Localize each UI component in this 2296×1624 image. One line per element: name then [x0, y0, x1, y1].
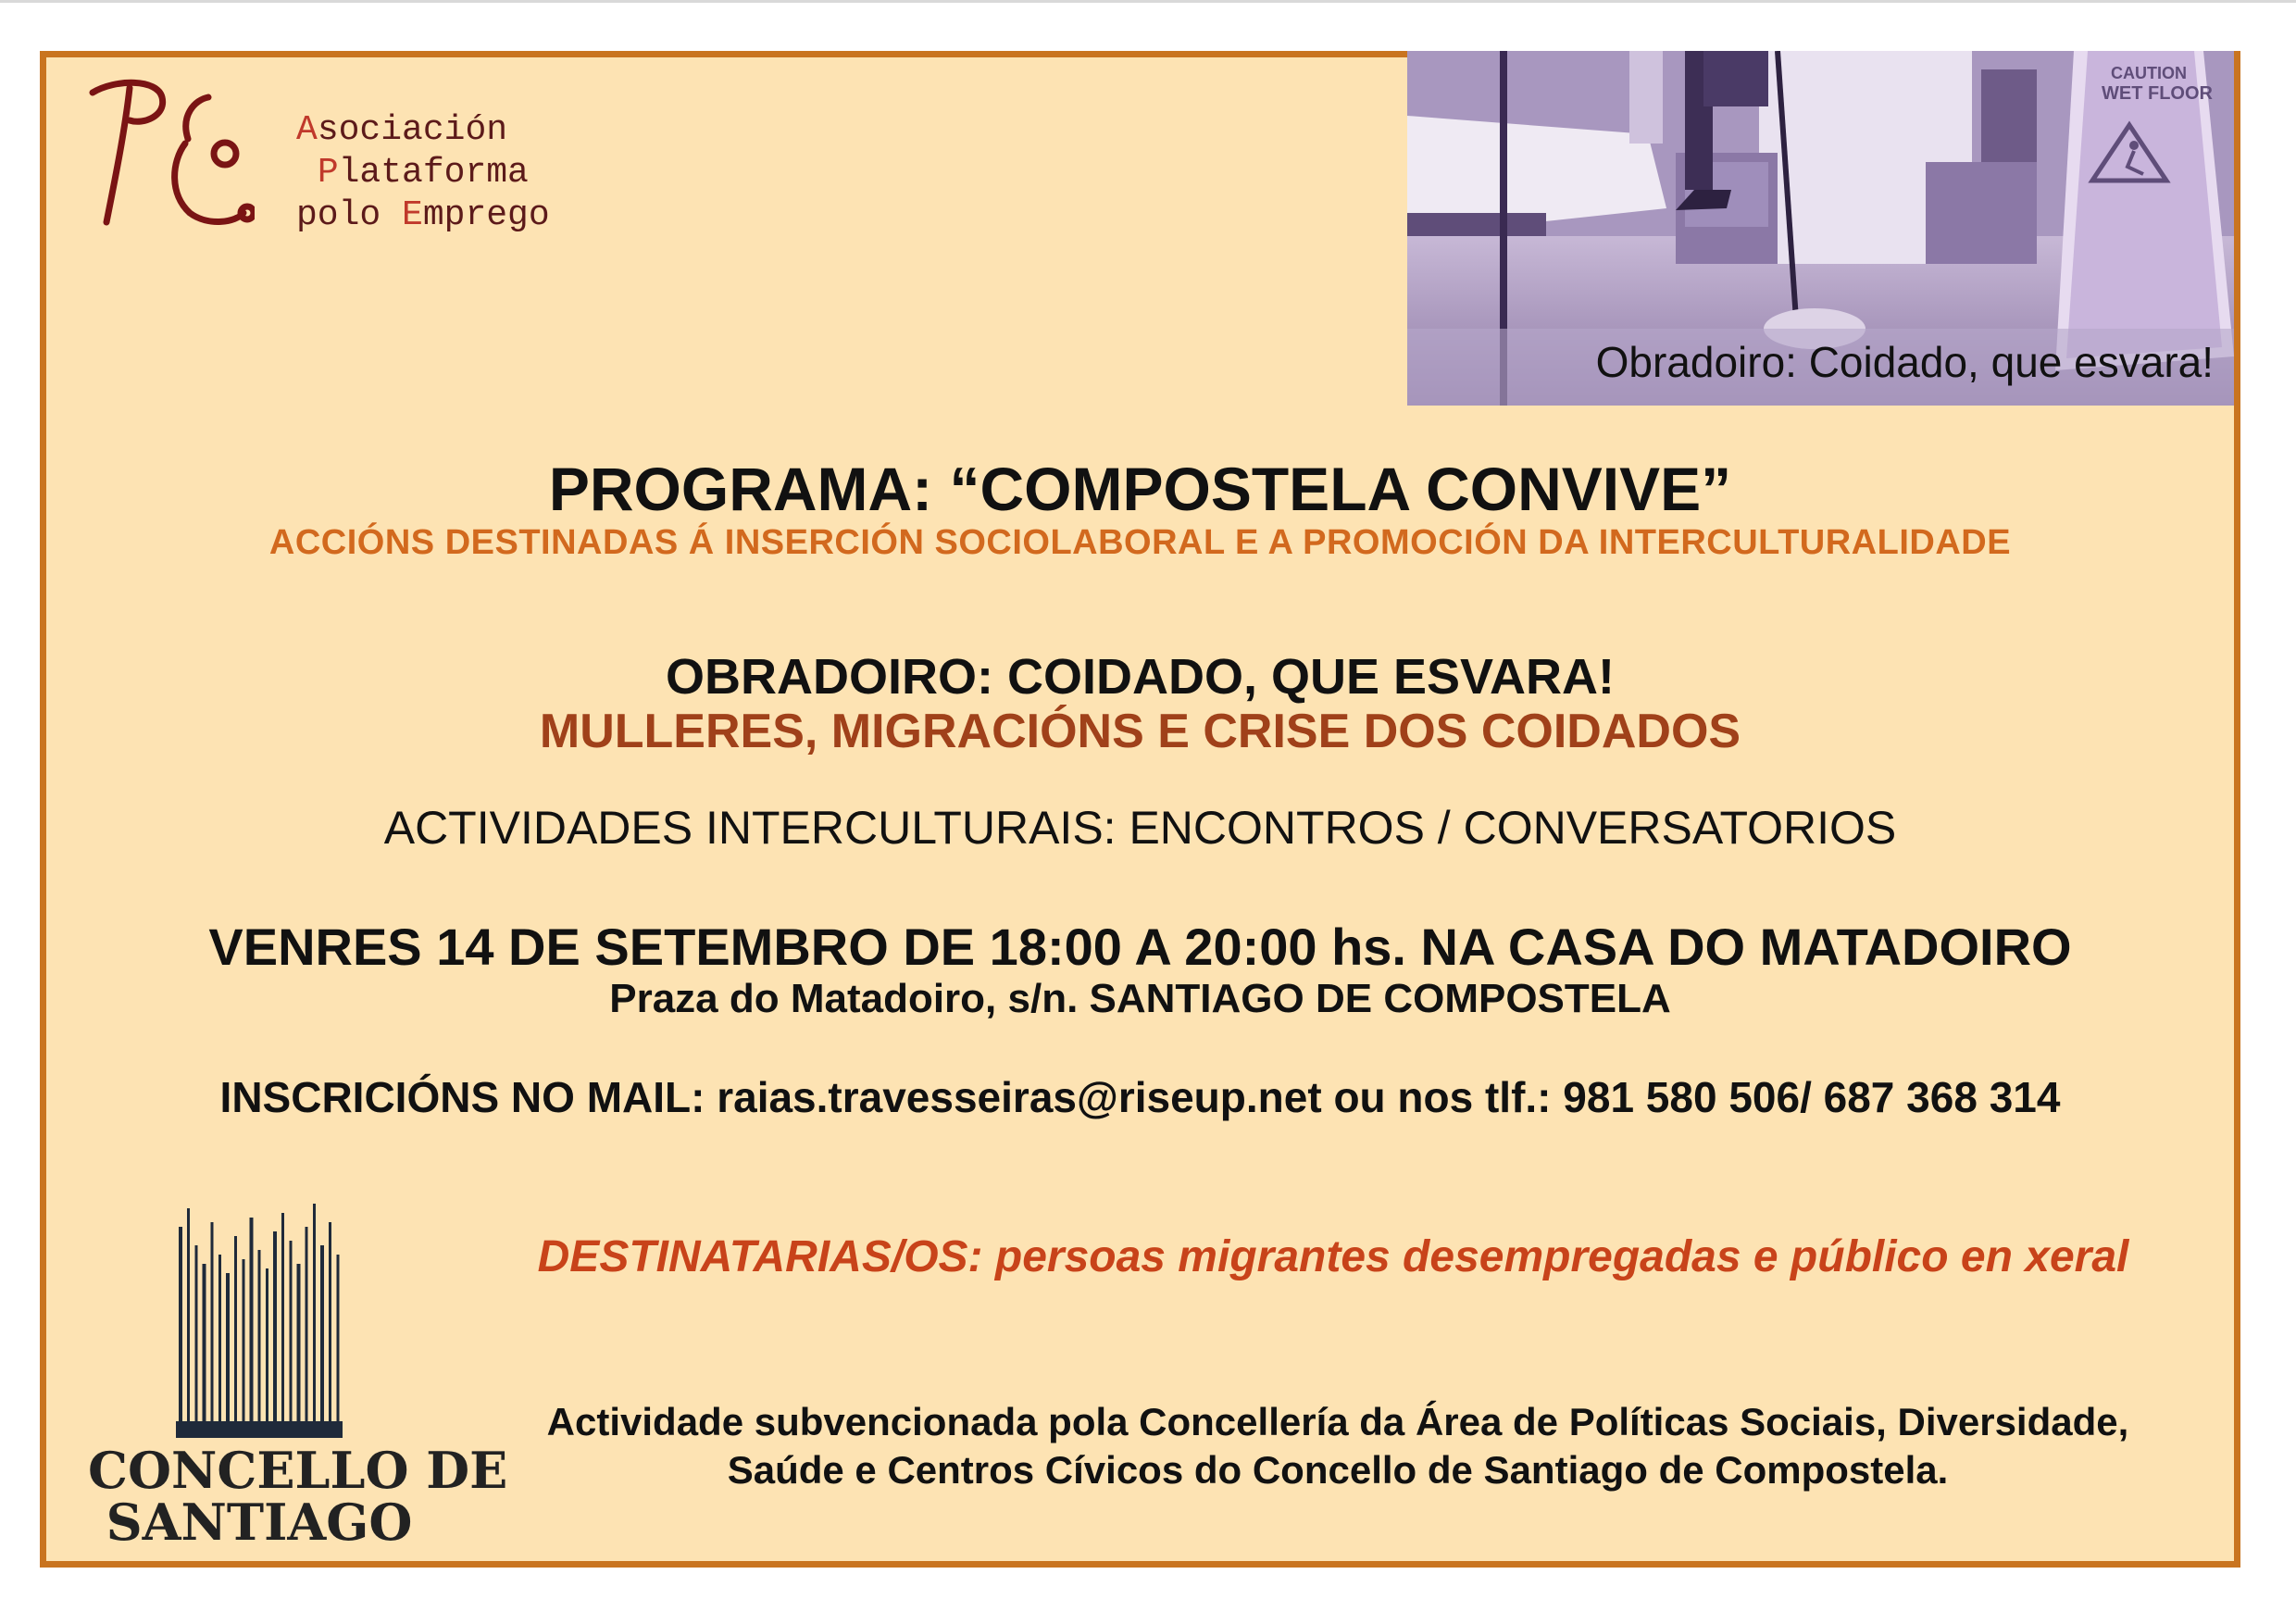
- program-subtitle: ACCIÓNS DESTINADAS Á INSERCIÓN SOCIOLABORAL E A PROMOCIÓN DA INTERCULTURALIDADE: [268, 523, 2012, 562]
- audience-line: DESTINATARIAS/OS: persoas migrantes desempregadas e público en xeral: [537, 1232, 2129, 1281]
- photo-caption: Obradoiro: Coidado, que esvara!: [1595, 338, 2214, 386]
- workshop-photo: [1407, 51, 2234, 406]
- funding-line-1: Actividade subvencionada pola Concellería da Área de Políticas Sociais, Diversidade,: [546, 1400, 2129, 1443]
- org-line-3: polo Emprego: [296, 195, 550, 235]
- funding-note: [435, 1398, 2240, 1494]
- registration-info: INSCRICIÓNS NO MAIL: raias.travesseiras@riseup.net ou nos tlf.: 981 580 506/ 687 368 314: [219, 1073, 2061, 1121]
- city-council-name: [88, 1441, 508, 1552]
- funding-line-2: Saúde e Centros Cívicos do Concello de Santiago de Compostela.: [727, 1448, 1949, 1492]
- activities-line: ACTIVIDADES INTERCULTURAIS: ENCONTROS / CONVERSATORIOS: [383, 802, 1897, 854]
- workshop-subtitle: MULLERES, MIGRACIÓNS E CRISE DOS COIDADOS: [539, 705, 1741, 758]
- org-line-2: Plataforma: [317, 153, 529, 193]
- top-rule: [0, 0, 2296, 3]
- city-line-1: CONCELLO DE: [88, 1441, 508, 1500]
- sign-text-caution: CAUTION: [2111, 64, 2187, 82]
- city-line-2: SANTIAGO: [106, 1493, 413, 1552]
- organization-name: [296, 109, 550, 237]
- org-line-1: Asociación: [296, 110, 508, 150]
- program-title: PROGRAMA: “COMPOSTELA CONVIVE”: [548, 455, 1732, 523]
- event-address: Praza do Matadoiro, s/n. SANTIAGO DE COMPOSTELA: [609, 976, 1671, 1021]
- workshop-title: OBRADOIRO: COIDADO, QUE ESVARA!: [665, 649, 1616, 705]
- event-datetime: VENRES 14 DE SETEMBRO DE 18:00 A 20:00 hs. NA CASA DO MATADOIRO: [208, 918, 2072, 976]
- sign-text-wet-floor: WET FLOOR: [2102, 83, 2213, 104]
- pe-monogram-logo-icon: [88, 74, 255, 236]
